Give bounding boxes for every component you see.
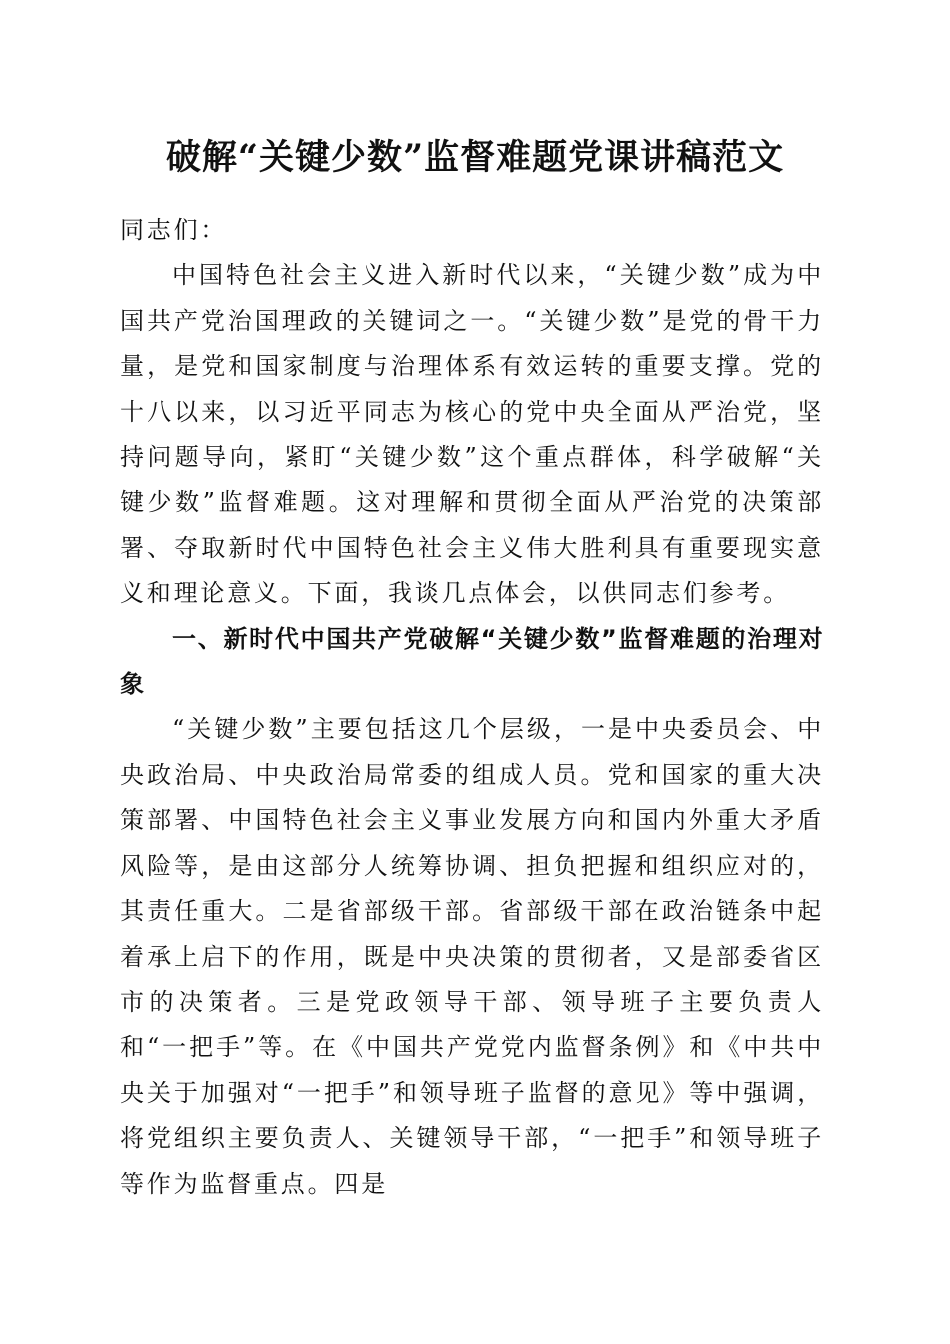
document-title: 破解“关键少数”监督难题党课讲稿范文 (165, 137, 785, 178)
document-body (120, 208, 824, 1207)
salutation: 同志们： (120, 216, 228, 244)
body-paragraph: “关键少数”主要包括这几个层级，一是中央委员会、中央政治局、中央政治局常委的组成人员。党和国家的重大决策部署、中国特色社会主义事业发展方向和国内外重大矛盾风险等，是由这部分人统筹协调、担负把握和组织应对的，其责任重大。二是省部级干部。省部级干部在政治链条中起着承上启下的作用，既是中央决策的贯彻者，又是部委省区市的决策者。三是党政领导干部、领导班子主要负责人和“一把手”等。在《中国共产党党内监督条例》和《中共中央关于加强对“一把手”和领导班子监督的意见》等中强调，将党组织主要负责人、关键领导干部，“一把手”和领导班子等作为监督重点。四是 (120, 715, 824, 1198)
body-paragraph: 中国特色社会主义进入新时代以来，“关键少数”成为中国共产党治国理政的关键词之一。“关键少数”是党的骨干力量，是党和国家制度与治理体系有效运转的重要支撑。党的十八以来，以习近平同志为核心的党中央全面从严治党，坚持问题导向，紧盯“关键少数”这个重点群体，科学破解“关键少数”监督难题。这对理解和贯彻全面从严治党的决策部署、夺取新时代中国特色社会主义伟大胜利具有重要现实意义和理论意义。下面，我谈几点体会，以供同志们参考。 (120, 261, 824, 608)
section-heading: 一、新时代中国共产党破解“关键少数”监督难题的治理对象 (120, 624, 824, 699)
